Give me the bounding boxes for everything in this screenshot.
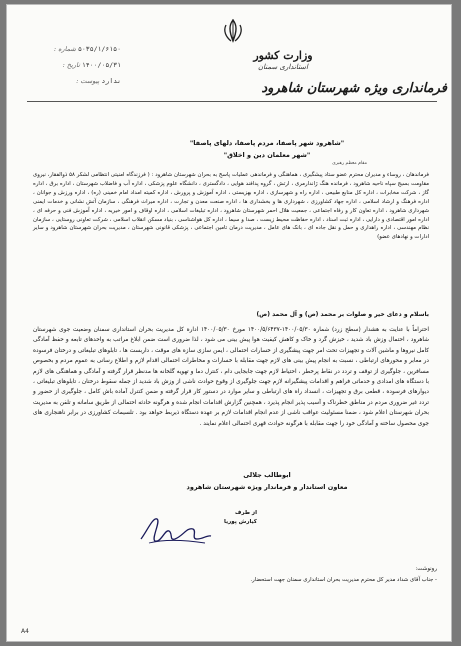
letter-number-value: ۵۰۳۵/۱/۶۱۵۰ <box>77 45 121 53</box>
letter-date-value: ۱۴۰۰/۰۵/۳۱ <box>81 61 121 69</box>
on-behalf-name: کیارش پوریا <box>224 519 257 525</box>
governorate-title: فرمانداری ویژه شهرستان شاهرود <box>261 81 447 96</box>
header-divider <box>27 101 437 102</box>
letter-date-label: تاریخ : <box>62 61 80 69</box>
greeting: باسلام و دعای خیر و صلوات بر محمد (ص) و آل محمد (ص) <box>256 311 429 318</box>
slogan-line-2: "شهر معلمان دین و اخلاق" <box>223 151 311 159</box>
quote-attribution: مقام معظم رهبری <box>332 161 367 166</box>
letter-page <box>6 4 452 642</box>
recipient-block: فرماندهان ، روساء و مدیران محترم عضو ستاد پیشگیری ، هماهنگی و فرماندهی عملیات پاسخ به بحران شهرستان شاهرود : ( فرزندگاه امنیتی انتظامی لشکر ۵۸ ذوالفقار، نیروی مقاومت بسیج سپاه ناحیه شاهرود ، فرمانده هنگ ژاندارمری ، ارتش ، گروه پدافند هوایی ، دادگستری ، دانشگاه علوم پزشکی ، اداره آب و فاضلاب شهرستان ، اداره برق ، اداره گاز ، شرکت مخابرات ، اداره کل منابع طبیعی ، اداره راه و شهرسازی ، اداره بهزیستی ، اداره آموزش و پرورش ، اداره کمیته امداد امام خمینی (ره) ، اداره ورزش و جوانان ، اداره فرهنگ و ارشاد اسلامی ، اداره جهاد کشاورزی ، شهرداری ها و بخشداری ها ، اداره صنعت معدن و تجارت ، اداره میراث فرهنگی ، سازمان آتش نشانی و خدمات ایمنی شهرداری شاهرود ، اداره تعاون کار و رفاه اجتماعی ، جمعیت هلال احمر شهرستان شاهرود ، اداره تبلیغات اسلامی ، اداره اوقاف و امور خیریه ، اداره آموزش فنی و حرفه ای ، اداره امور اقتصادی و دارایی ، اداره ثبت اسناد ، اداره حفاظت محیط زیست ، صدا و سیما ، اداره کل هواشناسی ، بنیاد مسکن انقلاب اسلامی ، شرکت تعاونی روستایی ، سازمان نظام مهندسی ، اداره راهداری و حمل و نقل جاده ای ، بانک های عامل ، مدیریت درمان تامین اجتماعی ، پزشکی قانونی شهرستان ، مدیریت بحران شهرستان شاهرود و سایر ادارات و نهادهای عضو) <box>33 172 430 241</box>
letter-attachment-label: پیوست : <box>76 77 100 85</box>
slogan-line-1: "شاهرود شهر پاصفا، مردم پاصفا، دلهای پاصفا" <box>189 139 345 147</box>
letter-body: احتراماً با عنایت به هشدار (سطح زرد) شماره ۱۴۰۰/۰۵/۳۰-۱۴۰۰/۵/۶۴۳۷ مورخ ۱۴۰۰/۰۵/۳۰ اداره کل مدیریت بحران استانداری سمنان وضعیت جوی شهرستان شاهرود ، احتمال وزش باد شدید ، خیزش گرد و خاک و کاهش کیفیت هوا پیش بینی می شود ، لذا ضروری است ضمن ابلاغ مراتب به واحدهای تابعه و حفظ آمادگی کامل نیروها و ماشین آلات و تجهیزات تحت امر جهت پیشگیری از خسارات احتمالی ، ایمن سازی سازه های موقت ، داربست ها ، تابلوهای تبلیغاتی و درختان فرسوده در معابر و محورهای ارتباطی ، نسبت به انجام پیش بینی های لازم جهت مقابله با خسارات و مخاطرات احتمالی اقدام لازم و اطلاع رسانی به عموم مردم و بخصوص مسافرین ، جلوگیری از توقف و تردد در نقاط پرخطر ، احتیاط لازم جهت جابجایی دام ، کنترل دما و تهویه گلخانه ها مدنظر قرار گرفته و آمادگی و هماهنگی های لازم با دستگاه های امدادی و خدماتی فراهم و اقدامات پیشگیرانه لازم جهت جلوگیری از وقوع حوادث ناشی از وزش باد شدید از جمله سقوط درختان ، تابلوهای تبلیغاتی ، دیوارهای فرسوده ، قطعی برق و تجهیزات ، انسداد راه های ارتباطی و سایر موارد در دستور کار قرار گرفته و ضمن کنترل آماده باش کامل ، جلوگیری از حضور و تردد غیر ضروری مردم در مناطق خطرناک و آسیب پذیر انجام پذیرد ، همچنین گزارش اقدامات انجام شده و هرگونه حادثه احتمالی از طریق سامانه و تلفن به مدیریت بحران شهرستان اعلام شود ، ضمنا مسئولیت عواقب ناشی از عدم انجام اقدامات لازم بر عهده دستگاه ذیربط خواهد بود . تلسیمات کشاورزی در برابر ناهنجاری های جوی محصول ساخته و آمادگی خود را جهت مقابله با هرگونه حوادث قهری احتمالی اعلام نمایند . <box>33 327 429 427</box>
iran-emblem-icon <box>219 17 247 45</box>
cc-item: - جناب آقای شداد مدیر کل محترم مدیریت بحران استانداری سمنان جهت استحضار. <box>250 577 437 583</box>
paper-size-code: A4 <box>21 628 29 635</box>
letter-date <box>21 61 121 69</box>
letter-number-label: شماره : <box>53 45 76 53</box>
letter-attachment <box>21 77 121 85</box>
letter-attachment-value: ندارد <box>101 77 121 85</box>
province-title: استانداری سمنان <box>257 63 308 71</box>
on-behalf-label: از طرف <box>235 510 257 516</box>
ministry-title: وزارت کشور <box>253 49 313 62</box>
signatory-name: ابوطالب جلالی <box>243 471 291 479</box>
cc-heading: رونوشت: <box>415 566 437 572</box>
signatory-title: معاون استاندار و فرماندار ویژه شهرستان شاهرود <box>186 483 348 491</box>
letter-number <box>21 45 121 53</box>
